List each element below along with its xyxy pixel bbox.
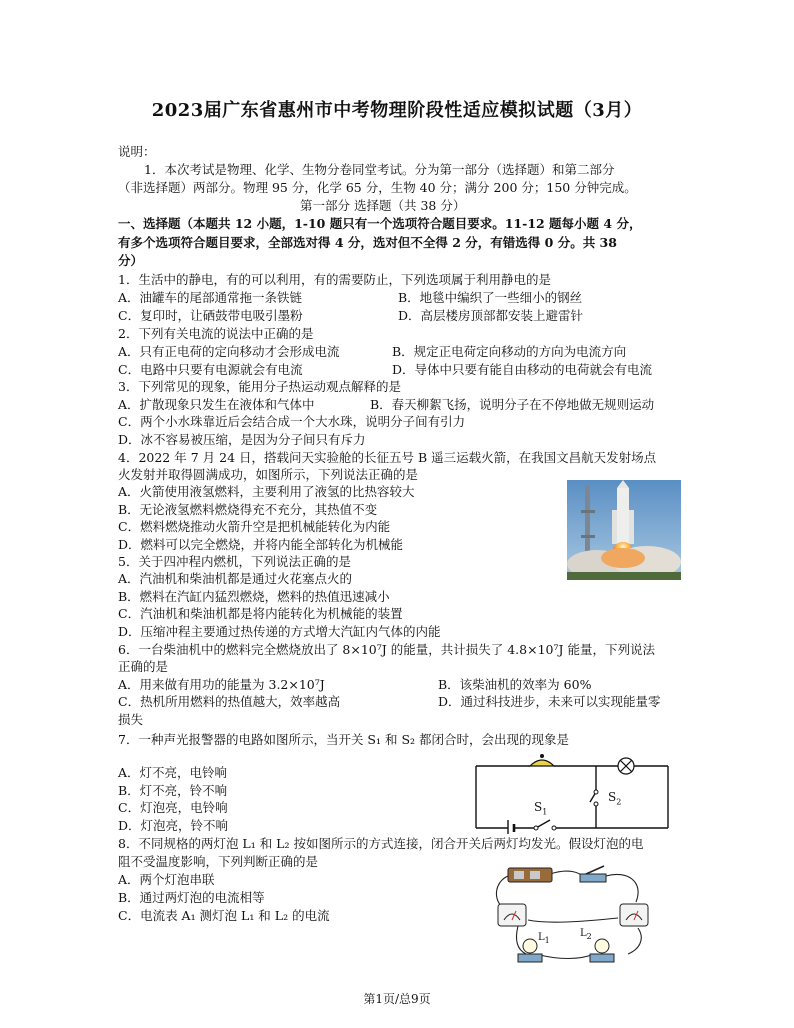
switch-s2-label: $S_2$ [608,790,622,807]
q1-option-b: B．地毯中编织了一些细小的钢丝 [398,290,583,305]
q4-stem-2: 火发射并取得圆满成功，如图所示，下列说法正确的是 [118,467,419,482]
q2-option-b: B．规定正电荷定向移动的方向为电流方向 [392,344,627,359]
q5-option-c: C．汽油机和柴油机都是将内能转化为机械能的装置 [118,606,403,621]
note-label: 说明： [118,144,156,159]
q4-stem-1: 4．2022 年 7 月 24 日，搭载问天实验舱的长征五号 B 遥三运载火箭，在我国文昌航天发射场点 [118,450,657,465]
q6-option-a: A．用来做有用功的能量为 3.2×10⁷J [118,677,325,692]
note-line-2: （非选择题）两部分。物理 95 分，化学 65 分，生物 40 分；满分 200 分；150 分钟完成。 [118,180,637,195]
q7-option-b: B．灯不亮，铃不响 [118,783,228,798]
q5-option-a: A．汽油机和柴油机都是通过火花塞点火的 [118,571,353,586]
q4-option-b: B．无论液氢燃料燃烧得充不充分，其热值不变 [118,502,378,517]
lamp-l2-icon [590,939,614,962]
note-line-1: 1．本次考试是物理、化学、生物分卷同堂考试。分为第一部分（选择题）和第二部分 [144,162,615,177]
page-title: 2023届广东省惠州市中考物理阶段性适应模拟试题（3月） [151,100,643,121]
switch-s1-label: $S_1$ [534,800,548,817]
q5-stem: 5．关于四冲程内燃机，下列说法正确的是 [118,554,351,569]
q1-option-a: A．油罐车的尾部通常拖一条铁链 [118,290,303,305]
q3-stem: 3．下列常见的现象，能用分子热运动观点解释的是 [118,379,401,394]
q7-option-c: C．灯泡亮，电铃响 [118,800,228,815]
q6-option-b: B．该柴油机的效率为 60% [438,677,592,692]
rocket-launch-photo [567,480,681,580]
page-footer: 第1页/总9页 [363,992,431,1006]
q8-option-b: B．通过两灯泡的电流相等 [118,890,265,905]
q6-option-d: D．通过科技进步，未来可以实现能量零 [438,694,661,709]
q6-option-c: C．热机所用燃料的热值越大，效率越高 [118,694,341,709]
q4-option-a: A．火箭使用液氢燃料，主要利用了液氢的比热容较大 [118,484,415,499]
section-heading-3: 分） [118,253,144,268]
q8-option-a: A．两个灯泡串联 [118,872,215,887]
part-heading: 第一部分 选择题（共 38 分） [300,198,466,213]
q6-stem-1: 6．一台柴油机中的燃料完全燃烧放出了 8×10⁷J 的能量，共计损失了 4.8×10⁷J 能量，下列说法 [118,642,655,657]
q7-option-d: D．灯泡亮，铃不响 [118,818,229,833]
q3-option-c: C．两个小水珠靠近后会结合成一个大水珠，说明分子间有引力 [118,414,466,429]
q7-option-a: A．灯不亮，电铃响 [118,765,228,780]
bell-icon [530,754,554,766]
section-heading-2: 有多个选项符合题目要求，全部选对得 4 分，选对但不全得 2 分，有错选得 0 分。共 38 [118,235,617,250]
two-lamp-circuit-picture [488,862,668,968]
q8-stem-2: 阻不受温度影响，下列判断正确的是 [118,854,319,869]
q8-option-c: C．电流表 A₁ 测灯泡 L₁ 和 L₂ 的电流 [118,908,330,923]
q3-option-a: A．扩散现象只发生在液体和气体中 [118,397,315,412]
lamp-l1-label: $L_1$ [538,932,550,945]
q4-option-d: D．燃料可以完全燃烧，并将内能全部转化为机械能 [118,537,404,552]
battery-icon [508,820,514,834]
q3-option-b: B．春天柳絮飞扬，说明分子在不停地做无规则运动 [370,397,655,412]
circuit-wires [468,752,680,834]
ammeter-a2-icon [620,904,648,926]
circuit-illustration [488,862,668,968]
q5-option-d: D．压缩冲程主要通过热传递的方式增大汽缸内气体的内能 [118,624,441,639]
q2-option-c: C．电路中只要有电源就会有电流 [118,362,303,377]
q7-stem: 7．一种声光报警器的电路如图所示，当开关 S₁ 和 S₂ 都闭合时，会出现的现象是 [118,732,569,747]
lamp-l2-label: $L_2$ [580,928,592,941]
lamp-icon [618,758,634,774]
q1-option-c: C．复印时，让硒鼓带电吸引墨粉 [118,308,303,323]
q6-option-d-cont: 损失 [118,712,144,727]
alarm-circuit-diagram [468,752,680,834]
q1-stem: 1．生活中的静电，有的可以利用，有的需要防止，下列选项属于利用静电的是 [118,272,551,287]
ammeter-a1-icon [498,904,526,926]
battery-pack-icon [508,868,552,882]
q5-option-b: B．燃料在汽缸内猛烈燃烧，燃料的热值迅速减小 [118,589,390,604]
q8-stem-1: 8．不同规格的两灯泡 L₁ 和 L₂ 按如图所示的方式连接，闭合开关后两灯均发光。假设灯泡的电 [118,836,644,851]
q4-option-c: C．燃料燃烧推动火箭升空是把机械能转化为内能 [118,519,391,534]
q3-option-d: D．冰不容易被压缩，是因为分子间只有斥力 [118,432,366,447]
section-heading-1: 一、选择题（本题共 12 小题，1-10 题只有一个选项符合题目要求。11-12 题每小题 4 分， [118,216,642,231]
q2-option-d: D．导体中只要有能自由移动的电荷就会有电流 [392,362,653,377]
q2-stem: 2．下列有关电流的说法中正确的是 [118,326,314,341]
q2-option-a: A．只有正电荷的定向移动才会形成电流 [118,344,340,359]
q6-stem-2: 正确的是 [118,659,169,674]
switch-icon [580,866,606,882]
q1-option-d: D．高层楼房顶部都安装上避雷针 [398,308,584,323]
